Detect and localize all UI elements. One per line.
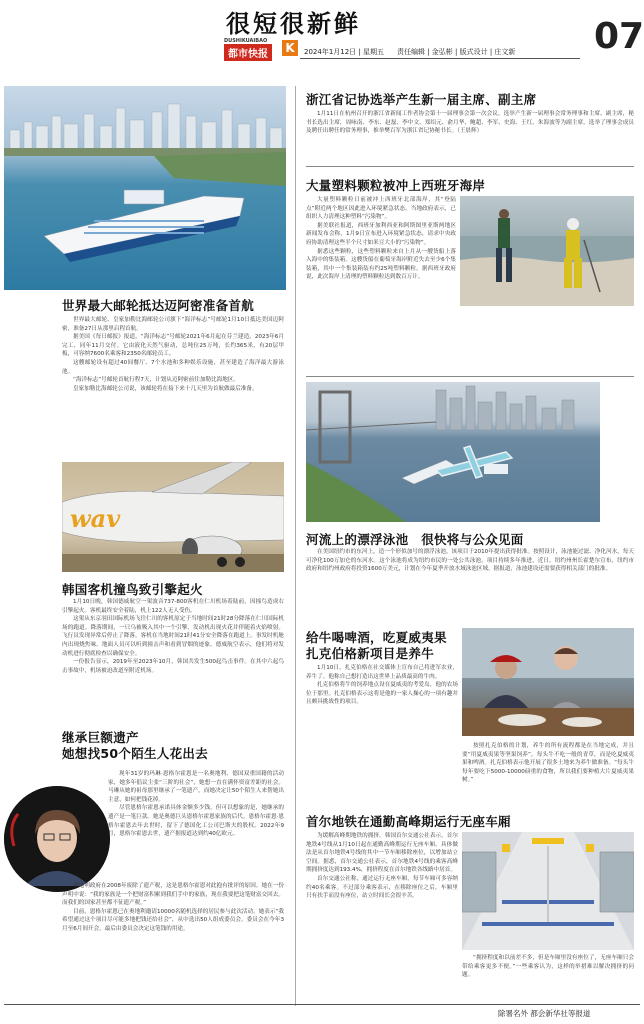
metro-body-right (462, 954, 634, 980)
column-divider (295, 86, 296, 1006)
section-divider (306, 166, 634, 167)
logo-k: K (282, 40, 298, 56)
heir-paragraph: 奥地利政府在2008年废除了遗产税，这是恩格尔霍恩对此抱有批评的原因。她在一份声明中说：“我的家族是一个把财富积累到我们手中的家族，现在我要把这笔财富交回去。而我们的国家甚至都不征遗产税。” (62, 883, 284, 907)
section-divider (306, 376, 634, 377)
masthead-rule (300, 58, 580, 59)
bird-headline: 韩国客机撞鸟致引擎起火 (62, 582, 203, 597)
beach-cleanup-photo (460, 196, 634, 306)
swim-body (306, 548, 634, 574)
plastic-paragraph: 大量塑料颗粒日前被冲上西班牙北部海岸，其“登陆点”附近两个地区因此进入环境紧急状态。当地政府表示，已组织人力清理这种塑料“污染物”。 (306, 197, 456, 221)
heir-paragraph: 尽管恩格尔霍恩承诺具体金额多少钱，但可以想象的是，她继承的遗产是一笔巨款。她是奥德巨头恩格尔霍恩家族的后代。恩格尔霍恩·恩格尔霍恩去年去世时，留下了德国化工公司巴斯夫的股权。2022年9月，恩格尔霍恩去世，遗产据报道达到约40亿欧元。 (108, 805, 284, 838)
ship-body (62, 316, 284, 393)
subway-car-photo (462, 832, 634, 950)
zhejiang-paragraph: 1月11日在杭州召开的浙江省新闻工作者协会第十一届理事会第一次会议，选举产生新一届理事会常务理事和主席、副主席，秘书长选出主席，周咏南、李东、赵磊、李中文、郑绍元、俞月华、鲍超、李军、史海、王红、朱海波等为副主席，选举了理事会成员及聘任出聘任的常务理事，推举樊百军为浙江省记协秘书长。（王晨辉） (306, 111, 634, 135)
plastic-body (306, 196, 456, 282)
swim-headline: 河流上的漂浮泳池 很快将与公众见面 (306, 532, 524, 547)
metro-body (306, 832, 458, 901)
metro-paragraph: 为缓解高峰期地铁的拥挤，韩国首尔交通公社表示，首尔地铁4号线从1月10日起在通勤高峰期运行无座车厢。具体做法是从首尔地铁4号线的其中一节车厢移除座位，以增加站立空间。据悉，首尔交通公社表示，首尔地铁4号线的乘客高峰期拥挤度达到193.4%，拥挤程度在首尔地铁各线路中居首。 (306, 833, 458, 874)
footer-rule (4, 1004, 640, 1005)
floating-pool-photo (306, 382, 600, 522)
bird-paragraph: 1月10日晚，韩国德威航空一架波音737-800客机在仁川机场着陆前，因撞鸟造成右引擎起火。客机最终安全着陆，机上122人无人受伤。 (62, 599, 284, 614)
heir-body-top (108, 770, 284, 839)
cruise-ship-photo (4, 86, 286, 290)
footer-credit: 除署名外 都会新华社等报道 (498, 1009, 591, 1018)
heir-headline-line1: 继承巨额遗产 (62, 730, 139, 745)
metro-paragraph: 首尔交通公社称，通过运行无座车厢，每节车厢可多容纳约40名乘客。不过部分乘客表示，在移除座位之后，车厢里只有扶手而没有座位，站立时间长会很辛苦。 (306, 875, 458, 900)
brand-name: 都市快报 (224, 44, 272, 61)
bird-paragraph: 一份报告显示，2019年至2023年10月，韩国共发生500起鸟击事件。在其中六起鸟击事故中，机场被迫改道至附近机场。 (62, 659, 284, 674)
bird-body (62, 598, 284, 675)
zuck-paragraph: 扎克伯格将牛的饲养地点设在夏威夷的考爱岛，他的农场位于那里。扎克伯格表示这将是他的一家人操心的一项有趣并且颇具挑战性的项目。 (306, 682, 458, 706)
airplane-livery-text: wav (70, 504, 121, 533)
brand-english: DUSHIKUAIBAO (224, 38, 268, 44)
page-number: 07 (594, 16, 644, 57)
portrait-photo (4, 786, 110, 892)
zhejiang-body (306, 110, 634, 136)
zuck-headline-line1: 给牛喝啤酒，吃夏威夷果 (306, 630, 447, 645)
heir-paragraph: 目前，恩格尔霍恩已在奥地利邀请10000名随机选择的居民参与此次活动。她表示“我希望通过这个项目尽可能多地把钱还给社会”，从中选出50人组成委员会。委员会在今年3月至6月间开会，最后由委员会决定这笔钱的用途。 (62, 908, 284, 932)
bird-paragraph: 这架从东京羽田国际机场飞往仁川的客机原定于当地时间21时28分降落在仁川国际机场的跑道。降落期间，一只乌被吸入其中一个引擎，发动机出现火花并伴随着火焰喷射。飞行员发现异常后停止了降落。客机在当地时间21时41分安全降落在跑道上。事发时机舱内出现烧焦味，地面人员可以听到撞击声和看到冒烟的迹象。德威航空表示，他们将对发动机进行彻底检查以确保安全。 (62, 616, 284, 657)
metro-paragraph: “拥挤程度和以前差不多，但是车厢里没有座位了，无座车厢只会带给乘客更多不便。”一些乘客认为，这样的举措难以解决拥挤的问题。 (462, 955, 634, 979)
zuck-body-right (462, 742, 634, 785)
ship-paragraph: 据美国《每日邮报》报道，“海洋标志”号邮轮2021年6月起在芬兰建造，2023年6月完工，同年11月交付。它由液化天然气驱动，总吨位25万吨，长约365米，有20层甲板，可容纳7600名乘客和2350名邮轮员工。 (62, 334, 284, 358)
ship-paragraph: “海洋标志”号邮轮首航行程7天，计划从迈阿密前往加勒比海地区。 (73, 377, 239, 384)
editor-line: 责任编辑 | 金弘彬 | 版式设计 | 庄文新 (397, 48, 516, 56)
heir-headline-line2: 她想找50个陌生人花出去 (62, 746, 208, 761)
date-line: 2024年1月12日 | 星期五 (304, 48, 384, 56)
zuck-body (306, 664, 458, 707)
zuck-paragraph: 按照扎克伯格的计划，养牛的所有流程都是在当地完成，并且要“用夏威夷果等坚果饲养”，每头牛不吃一般的青草，而是吃夏威夷果和啤酒。扎克伯格表示他开展了很多土地来为养牛做准备。“每头牛每年要吃下5000-10000磅重的食物，所以我们要种植大片夏威夷果树。” (462, 743, 634, 784)
plastic-headline: 大量塑料颗粒被冲上西班牙海岸 (306, 178, 486, 193)
zuck-headline-line2: 扎克伯格新项目是养牛 (306, 646, 435, 661)
zuckerberg-photo (462, 628, 634, 736)
plastic-paragraph: 据美联社报道，西班牙加利西亚和阿斯图里亚斯两地区新闻发布会称，1月9日宣布进入环境紧急状态，请求中央政府协助清理这些半个尺寸如米豆大小的“污染物”。 (306, 222, 456, 246)
ship-headline: 世界最大邮轮抵达迈阿密准备首航 (62, 298, 255, 313)
ship-paragraph: 皇家加勒比海邮轮公司说，该邮轮将在接下来十几天里为首航做最后准备。 (73, 385, 258, 392)
heir-paragraph: 现年31岁的玛琳·恩格尔霍恩是一名奥地利、德国双重国籍的活动家，她多年倡议主张“三阶的社会”，她想一直在满怀资富差距的社会。马琳从她的祖母那里继承了一笔遗产，而她决定让50个陌生人来帮她出主意，如何把钱花掉。 (108, 771, 284, 803)
ship-paragraph: 这艘邮轮设有超过40间餐厅、7个水池和多种娱乐设施，甚至建造了海洋最大游泳池。 (62, 359, 284, 375)
swim-paragraph: 在美国纽约市的东河上，造一个形似加号的漂浮泳池。该项目于2010年提出获得批准。按照设计，泳池能过滤、净化河水，每天可净化100万加仑的东河水。这个泳池将成为纽约市民的一处公共泳池。项目持续多年推进，近日，纽约州州长霍楚尔宣布，纽约市政府和纽约州政府将投资1600万美元，计划在今年夏季开放水域泳池区域。据报道，泳池建设还需要获得相关部门的批准。 (306, 549, 634, 573)
page-title: 很短很新鲜 (226, 9, 361, 38)
airplane-photo (62, 462, 284, 572)
plastic-paragraph: 据悉这些颗粒，这些塑料颗粒来自上月从一艘货船上落入海中的集装箱。这艘货船在葡萄牙海岸附近失去至少6个集装箱，其中一个集装箱装有约25吨塑料颗粒。据西班牙政府说，此次海岸上清理的塑料颗粒达到数百万计。 (306, 248, 456, 281)
heir-body-bottom (62, 882, 284, 934)
zhejiang-headline: 浙江省记协选举产生新一届主席、副主席 (306, 92, 537, 107)
ship-paragraph: 世界最大邮轮、皇家加勒比海邮轮公司旗下“海洋标志”号邮轮1月10日抵达美国迈阿密，准备27日从那里启程首航。 (62, 317, 284, 332)
metro-headline: 首尔地铁在通勤高峰期运行无座车厢 (306, 814, 511, 829)
zuck-paragraph: 1月10日，扎克伯格在社交媒体上宣布自己将进军农业，养牛了。他称自己想打造出这世界上品质最高的牛肉。 (306, 665, 458, 680)
